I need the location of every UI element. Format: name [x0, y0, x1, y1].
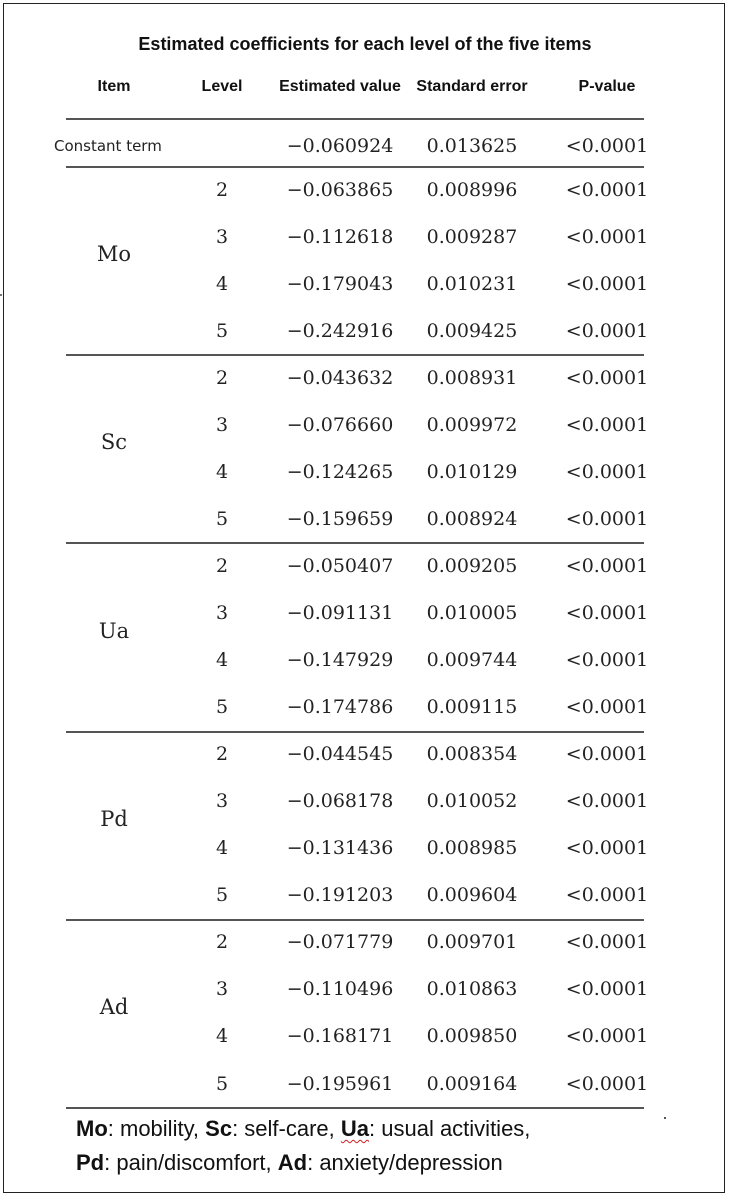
- table-title: Estimated coefficients for each level of the five items: [138, 34, 592, 54]
- table-rule: [66, 919, 644, 921]
- legend-definition: : usual activities,: [369, 1116, 531, 1141]
- cell-se: 0.008924: [426, 507, 518, 530]
- legend-definition: : anxiety/depression: [307, 1150, 503, 1175]
- table-frame: [3, 3, 725, 1193]
- legend-line-1: [76, 1116, 530, 1142]
- cell-estimate: −0.191203: [286, 884, 394, 907]
- cell-p: <0.0001: [565, 507, 649, 530]
- cell-level: 5: [215, 884, 229, 907]
- cell-level: 3: [215, 790, 229, 813]
- cell-p: <0.0001: [565, 366, 649, 389]
- table-rule: [66, 354, 644, 356]
- cell-p: <0.0001: [565, 178, 649, 201]
- cell-p: <0.0001: [565, 272, 649, 295]
- cell-level: 5: [215, 507, 229, 530]
- cell-p: <0.0001: [565, 225, 649, 248]
- cell-p: <0.0001: [565, 743, 649, 766]
- cell-estimate: −0.112618: [286, 225, 394, 248]
- cell-p: <0.0001: [565, 931, 649, 954]
- legend-abbr-ua: Ua: [340, 1116, 370, 1141]
- header-item: Item: [97, 78, 131, 95]
- cell-se: 0.008354: [426, 743, 518, 766]
- cell-estimate: −0.068178: [286, 790, 394, 813]
- cell-se: 0.008996: [426, 178, 518, 201]
- cell-estimate: −0.131436: [286, 837, 394, 860]
- cell-se: 0.009850: [426, 1025, 518, 1048]
- cell-level: 2: [215, 554, 229, 577]
- cell-level: 4: [215, 1025, 229, 1048]
- table-rule: [66, 118, 644, 120]
- cell-p: <0.0001: [565, 696, 649, 719]
- cell-se: 0.009164: [426, 1072, 518, 1095]
- cell-estimate: −0.043632: [286, 366, 394, 389]
- cell-se: 0.013625: [426, 135, 518, 157]
- cell-level: 3: [215, 413, 229, 436]
- cell-p: <0.0001: [565, 1072, 649, 1095]
- cell-level: 5: [215, 1072, 229, 1095]
- cell-p: <0.0001: [565, 135, 649, 157]
- cell-level: 2: [215, 743, 229, 766]
- cell-level: 3: [215, 978, 229, 1001]
- cell-se: 0.009604: [426, 884, 518, 907]
- cell-p: <0.0001: [565, 837, 649, 860]
- cell-se: 0.010129: [426, 460, 518, 483]
- header-level: Level: [201, 78, 243, 95]
- item-label-ua: Ua: [98, 618, 130, 643]
- cell-se: 0.009972: [426, 413, 518, 436]
- cell-estimate: −0.168171: [286, 1025, 394, 1048]
- cell-level: 5: [215, 696, 229, 719]
- cell-estimate: −0.091131: [286, 602, 394, 624]
- legend-definition: : mobility,: [107, 1116, 206, 1141]
- cell-p: <0.0001: [565, 884, 649, 907]
- cell-se: 0.010052: [426, 790, 518, 813]
- cell-level: 3: [215, 225, 229, 248]
- cell-se: 0.010863: [426, 978, 518, 1001]
- cell-level: 2: [215, 366, 229, 389]
- cell-se: 0.009287: [426, 225, 518, 248]
- cell-se: 0.009115: [426, 696, 518, 719]
- cell-se: 0.009425: [426, 319, 518, 342]
- item-label-mo: Mo: [96, 242, 132, 267]
- cell-estimate: −0.076660: [286, 413, 394, 436]
- cell-se: 0.009744: [426, 649, 518, 671]
- legend-abbr-pd: Pd: [76, 1150, 105, 1175]
- table-rule: [66, 731, 644, 733]
- cell-se: 0.010005: [426, 602, 518, 624]
- cell-se: 0.008931: [426, 366, 518, 389]
- cell-estimate: −0.174786: [286, 696, 394, 719]
- cell-level: 3: [215, 602, 229, 624]
- item-label-ad: Ad: [99, 994, 129, 1019]
- cell-estimate: −0.179043: [286, 272, 394, 295]
- cell-estimate: −0.060924: [286, 135, 394, 157]
- cell-estimate: −0.050407: [286, 554, 394, 577]
- edge-mark: [0, 294, 2, 296]
- cell-se: 0.010231: [426, 272, 518, 295]
- legend-definition: : pain/discomfort,: [104, 1150, 278, 1175]
- cell-p: <0.0001: [565, 790, 649, 813]
- legend-abbr-mo: Mo: [76, 1116, 108, 1141]
- cell-level: 5: [215, 319, 229, 342]
- cell-p: <0.0001: [565, 602, 649, 624]
- cell-estimate: −0.110496: [286, 978, 394, 1001]
- cell-p: <0.0001: [565, 460, 649, 483]
- constant-term-label: Constant term: [54, 137, 162, 155]
- cell-se: 0.008985: [426, 837, 518, 860]
- cell-estimate: −0.124265: [286, 460, 394, 483]
- cell-level: 4: [215, 272, 229, 295]
- cell-se: 0.009701: [426, 931, 518, 954]
- cell-estimate: −0.063865: [286, 178, 394, 201]
- cell-level: 2: [215, 178, 229, 201]
- header-standard-error: Standard error: [416, 78, 528, 95]
- item-label-pd: Pd: [100, 806, 128, 831]
- header-estimate: Estimated value: [279, 78, 401, 95]
- cell-p: <0.0001: [565, 413, 649, 436]
- cell-level: 2: [215, 931, 229, 954]
- stray-dot: [664, 1117, 666, 1119]
- header-p-value: P-value: [578, 78, 636, 95]
- cell-level: 4: [215, 837, 229, 860]
- cell-level: 4: [215, 649, 229, 671]
- legend-abbr-ad: Ad: [277, 1150, 308, 1175]
- item-label-sc: Sc: [100, 430, 128, 455]
- cell-level: 4: [215, 460, 229, 483]
- cell-p: <0.0001: [565, 319, 649, 342]
- legend-abbr-sc: Sc: [205, 1116, 233, 1141]
- cell-p: <0.0001: [565, 554, 649, 577]
- cell-estimate: −0.147929: [286, 649, 394, 671]
- table-rule: [66, 1107, 644, 1109]
- cell-estimate: −0.159659: [286, 507, 394, 530]
- legend-definition: : self-care,: [232, 1116, 341, 1141]
- table-rule: [66, 542, 644, 544]
- table-rule: [66, 166, 644, 168]
- cell-estimate: −0.044545: [286, 743, 394, 766]
- cell-estimate: −0.071779: [286, 931, 394, 954]
- cell-estimate: −0.195961: [286, 1072, 394, 1095]
- legend-line-2: [76, 1150, 503, 1176]
- cell-se: 0.009205: [426, 554, 518, 577]
- cell-p: <0.0001: [565, 649, 649, 671]
- cell-p: <0.0001: [565, 978, 649, 1001]
- cell-p: <0.0001: [565, 1025, 649, 1048]
- cell-estimate: −0.242916: [286, 319, 394, 342]
